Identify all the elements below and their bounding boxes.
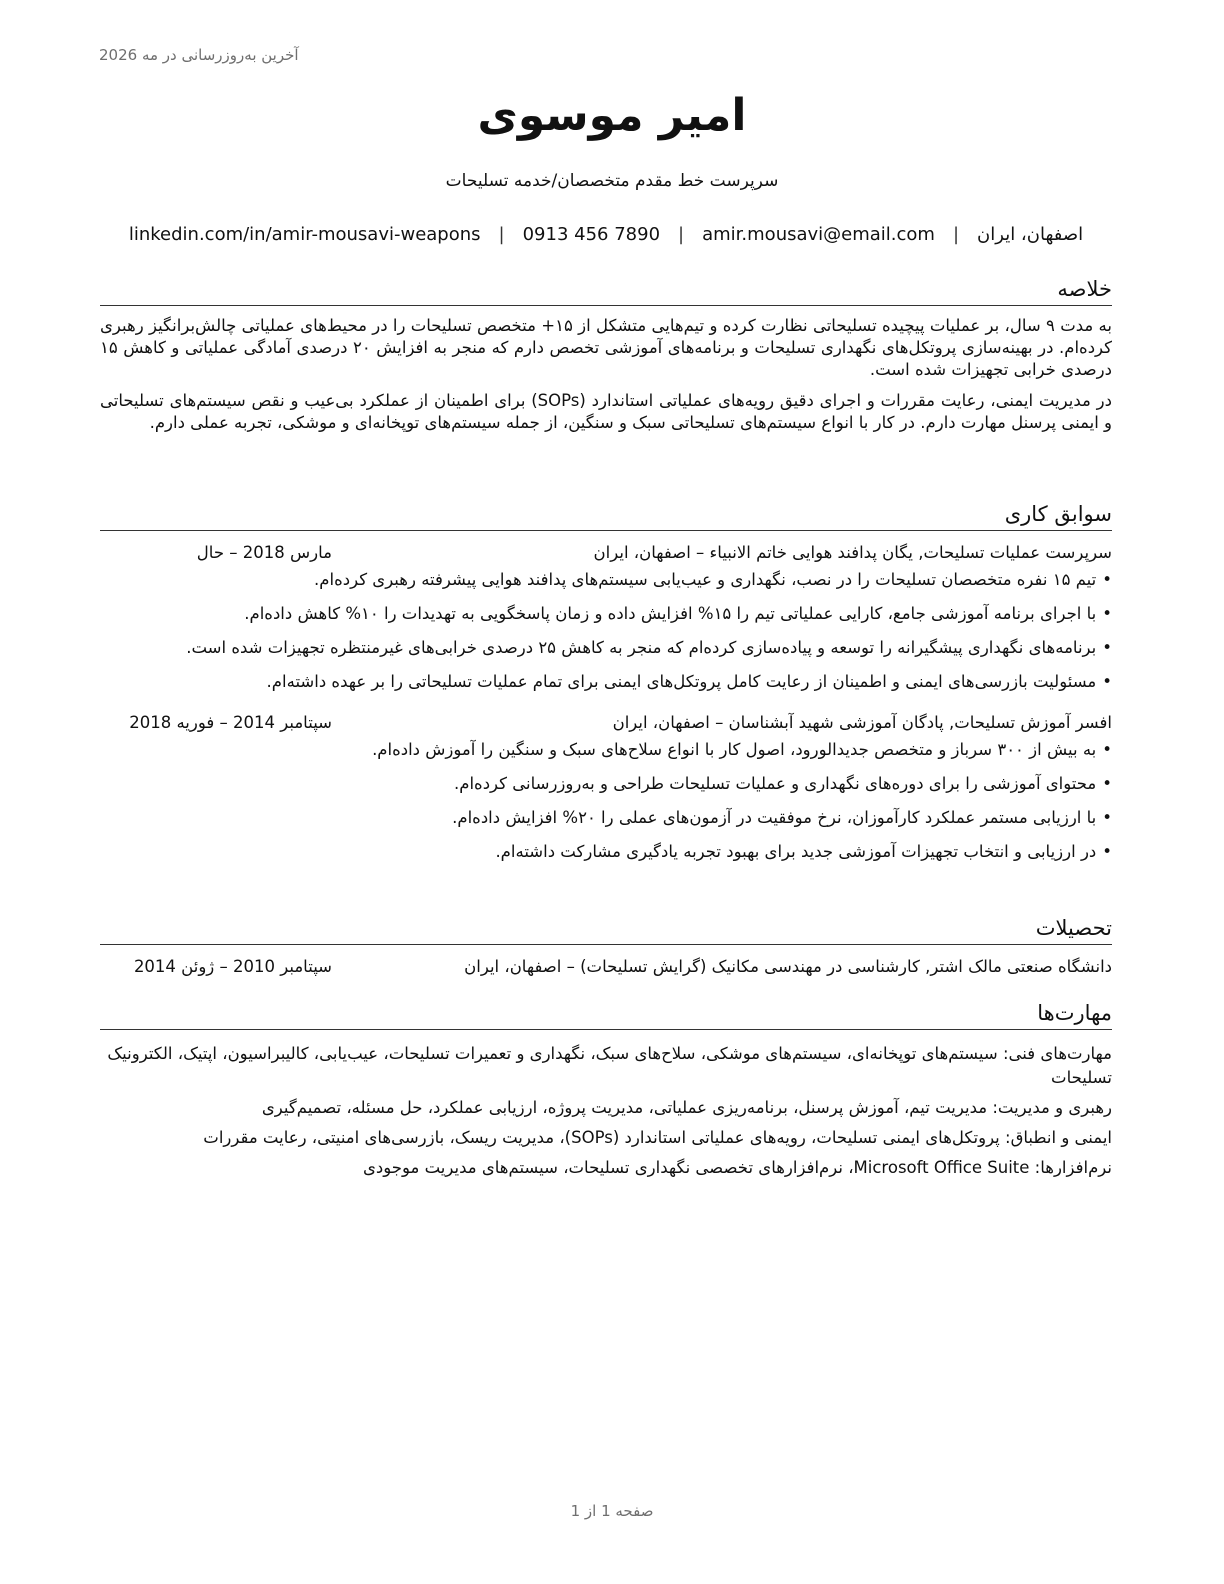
- contact-linkedin[interactable]: linkedin.com/in/amir-mousavi-weapons: [128, 224, 481, 245]
- section-heading-summary: خلاصه: [100, 276, 1112, 306]
- contact-email[interactable]: amir.mousavi@email.com: [702, 224, 935, 245]
- job-bullet: [100, 637, 1112, 659]
- job-bullet: [100, 569, 1112, 591]
- job-bullet: [100, 841, 1112, 863]
- contact-separator: |: [952, 224, 960, 245]
- bullet-icon: •: [1102, 808, 1112, 828]
- job-header: [100, 543, 1112, 567]
- job-dates: سپتامبر 2014 – فوریه 2018: [129, 713, 332, 733]
- section-heading-skills: مهارت‌ها: [100, 1000, 1112, 1030]
- bullet-text: مسئولیت بازرسی‌های ایمنی و اطمینان از رعایت کامل پروتکل‌های ایمنی برای تمام عملیات تسلیحاتی را بر عهده داشته‌ام.: [266, 672, 1097, 692]
- bullet-text: محتوای آموزشی را برای دوره‌های نگهداری و عملیات تسلیحات طراحی و به‌روزرسانی کرده‌ام.: [454, 774, 1097, 794]
- summary-paragraph: به مدت ۹ سال، بر عملیات پیچیده تسلیحاتی نظارت کرده و تیم‌هایی متشکل از ۱۵+ متخصص تسلیحات را در محیط‌های عملیاتی چالش‌برانگیز رهبری کرده‌ام. در بهینه‌سازی پروتکل‌های نگهداری تسلیحات و برنامه‌های آموزشی تخصص دارم که منجر به افزایش ۲۰ درصدی آمادگی عملیاتی و کاهش ۱۵ درصدی خرابی تجهیزات شده است.: [100, 316, 1112, 380]
- job-bullet: [100, 603, 1112, 625]
- job-bullet: [100, 671, 1112, 693]
- bullet-text: به بیش از ۳۰۰ سرباز و متخصص جدیدالورود، اصول کار با انواع سلاح‌های سبک و سنگین را آموزش داده‌ام.: [372, 740, 1097, 760]
- skills-line: نرم‌افزارها: Microsoft Office Suite، نرم‌افزارهای تخصصی نگهداری تسلیحات، سیستم‌های مدیریت موجودی: [363, 1158, 1112, 1178]
- bullet-icon: •: [1102, 672, 1112, 692]
- bullet-text: تیم ۱۵ نفره متخصصان تسلیحات را در نصب، نگهداری و عیب‌یابی سیستم‌های پدافند هوایی پیشرفته رهبری کرده‌ام.: [314, 570, 1097, 590]
- bullet-icon: •: [1102, 570, 1112, 590]
- bullet-text: در ارزیابی و انتخاب تجهیزات آموزشی جدید برای بهبود تجربه یادگیری مشارکت داشته‌ام.: [495, 842, 1097, 862]
- last-updated-note: آخرین به‌روزرسانی در مه 2026: [99, 46, 299, 64]
- bullet-icon: •: [1102, 774, 1112, 794]
- skills-section: [100, 1000, 1112, 1180]
- job-bullet: [100, 739, 1112, 761]
- candidate-name: امیر موسوی: [477, 90, 747, 141]
- education-entry: [100, 957, 1112, 981]
- bullet-icon: •: [1102, 842, 1112, 862]
- contact-phone[interactable]: 0913 456 7890: [522, 224, 661, 245]
- contact-separator: |: [498, 224, 505, 245]
- education-section: [100, 915, 1112, 981]
- bullet-icon: •: [1102, 604, 1112, 624]
- job-entry: [100, 543, 1112, 693]
- contact-line: [100, 224, 1112, 245]
- job-entry: [100, 713, 1112, 863]
- section-heading-experience: سوابق کاری: [100, 501, 1112, 531]
- bullet-text: با ارزیابی مستمر عملکرد کارآموزان، نرخ موفقیت در آزمون‌های عملی را ۲۰% افزایش داده‌ام.: [452, 808, 1097, 828]
- job-dates: مارس 2018 – حال: [196, 543, 332, 563]
- education-dates: سپتامبر 2010 – ژوئن 2014: [133, 957, 332, 977]
- summary-section: [100, 276, 1112, 434]
- job-role: افسر آموزش تسلیحات, پادگان آموزشی شهید آبشناسان – اصفهان، ایران: [612, 713, 1112, 733]
- bullet-icon: •: [1102, 740, 1112, 760]
- skills-line: رهبری و مدیریت: مدیریت تیم، آموزش پرسنل، برنامه‌ریزی عملیاتی، مدیریت پروژه، ارزیابی عملکرد، حل مسئله، تصمیم‌گیری: [261, 1098, 1112, 1118]
- summary-paragraph: در مدیریت ایمنی، رعایت مقررات و اجرای دقیق رویه‌های عملیاتی استاندارد (SOPs) برای اطمینان از عملکرد بی‌عیب و نقص سیستم‌های تسلیحاتی و ایمنی پرسنل مهارت دارم. در کار با انواع سیستم‌های تسلیحاتی سبک و سنگین، از جمله سیستم‌های توپخانه‌ای و موشکی، تجربه عملی دارم.: [100, 391, 1112, 433]
- education-degree: دانشگاه صنعتی مالک اشتر, کارشناسی در مهندسی مکانیک (گرایش تسلیحات) – اصفهان، ایران: [464, 957, 1112, 977]
- page-number: صفحه 1 از 1: [570, 1502, 654, 1520]
- section-heading-education: تحصیلات: [100, 915, 1112, 945]
- skills-line: ایمنی و انطباق: پروتکل‌های ایمنی تسلیحات، رویه‌های عملیاتی استاندارد (SOPs)، مدیریت ریسک، بازرسی‌های امنیتی، رعایت مقررات: [203, 1128, 1112, 1148]
- bullet-text: برنامه‌های نگهداری پیشگیرانه را توسعه و پیاده‌سازی کرده‌ام که منجر به کاهش ۲۵ درصدی خرابی‌های غیرمنتظره تجهیزات شده است.: [186, 638, 1097, 658]
- bullet-text: با اجرای برنامه آموزشی جامع، کارایی عملیاتی تیم را ۱۵% افزایش داده و زمان پاسخگویی به تهدیدات را ۱۰% کاهش داده‌ام.: [244, 604, 1097, 624]
- job-role: سرپرست عملیات تسلیحات, یگان پدافند هوایی خاتم الانبیاء – اصفهان، ایران: [593, 543, 1112, 563]
- experience-section: [100, 501, 1112, 875]
- job-header: [100, 713, 1112, 737]
- job-title: سرپرست خط مقدم متخصصان/خدمه تسلیحات: [445, 171, 779, 191]
- skills-line: مهارت‌های فنی: سیستم‌های توپخانه‌ای، سیستم‌های موشکی، سلاح‌های سبک، نگهداری و تعمیرات تسلیحات، عیب‌یابی، کالیبراسیون، اپتیک، الکترونیک تسلیحات: [107, 1044, 1112, 1088]
- bullet-icon: •: [1102, 638, 1112, 658]
- contact-location: اصفهان، ایران: [977, 224, 1084, 245]
- job-bullet: [100, 773, 1112, 795]
- contact-separator: |: [678, 224, 685, 245]
- job-bullet: [100, 807, 1112, 829]
- job-bullets: [100, 569, 1112, 693]
- job-bullets: [100, 739, 1112, 863]
